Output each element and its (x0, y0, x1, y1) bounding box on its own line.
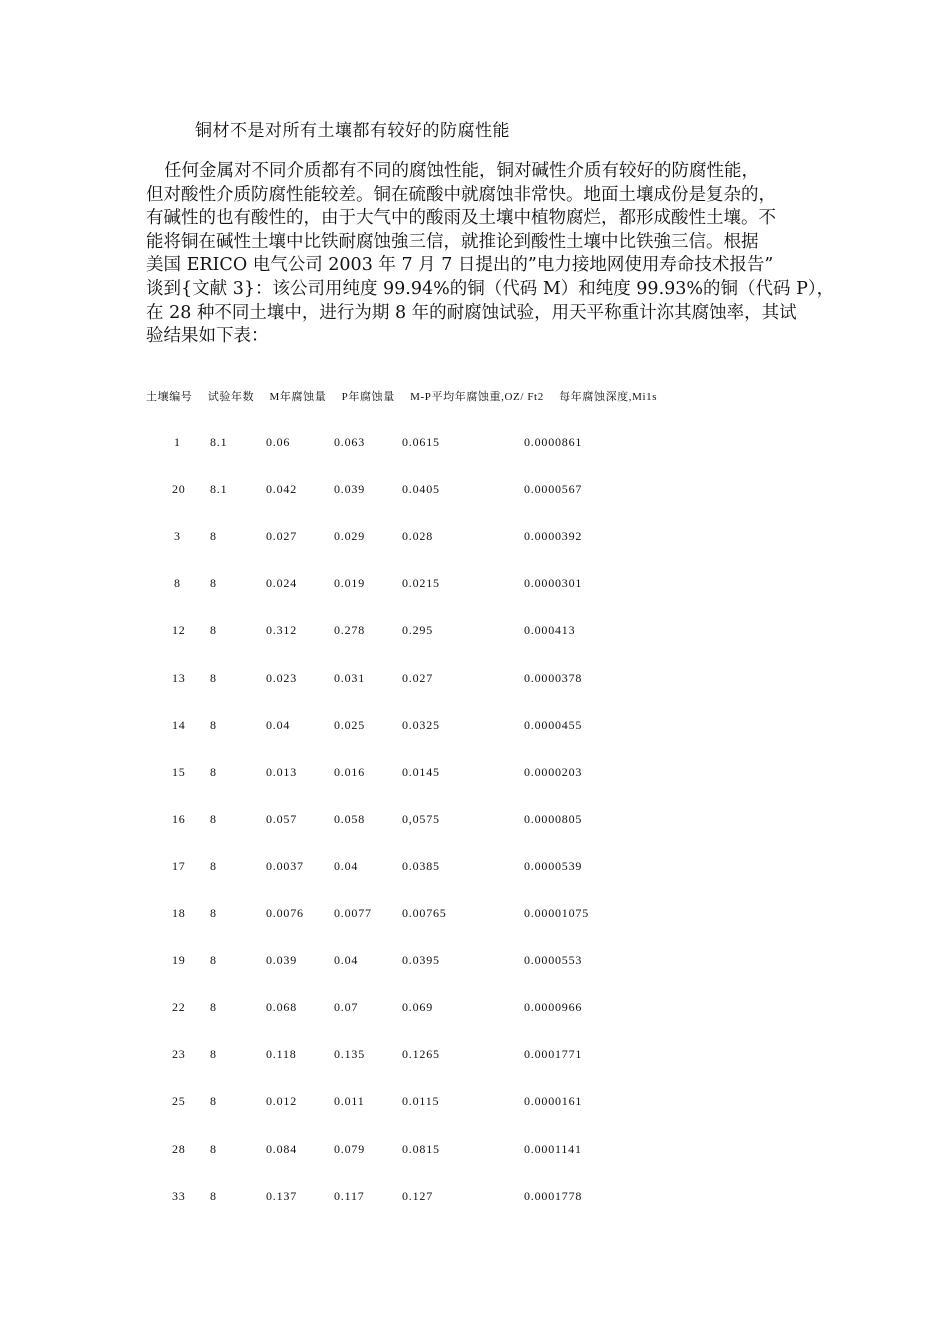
mp-average-cell: 0.00765 (402, 906, 447, 920)
m-corrosion-cell: 0.312 (266, 623, 297, 638)
p-corrosion-cell: 0.016 (334, 764, 365, 779)
soil-id-cell: 22 (172, 1000, 186, 1015)
header-annual-depth: 每年腐蚀深度,Mi1s (559, 391, 658, 403)
soil-id-cell: 12 (172, 623, 186, 638)
mp-average-cell: 0.069 (402, 1000, 433, 1015)
mp-average-cell: 0.0215 (402, 576, 440, 591)
depth-cell: 0.0000301 (524, 576, 583, 591)
mp-average-cell: 0.0115 (402, 1094, 440, 1109)
soil-id-cell: 19 (172, 953, 186, 968)
years-cell: 8.1 (210, 435, 228, 449)
mp-average-cell: 0.0395 (402, 953, 440, 968)
m-corrosion-cell: 0.06 (266, 435, 291, 449)
m-corrosion-cell: 0.068 (266, 1000, 297, 1015)
m-corrosion-cell: 0.023 (266, 670, 297, 685)
soil-id-cell: 8 (174, 576, 181, 591)
header-m-corrosion: M年腐蚀量 (269, 391, 327, 403)
years-cell: 8 (210, 858, 217, 873)
depth-cell: 0.0000203 (524, 764, 583, 779)
soil-id-cell: 15 (172, 764, 186, 779)
soil-id-cell: 20 (172, 482, 186, 497)
years-cell: 8 (210, 670, 217, 685)
paragraph-line: 但对酸性介质防腐性能较差。铜在硫酸中就腐蚀非常快。地面土壤成份是复杂的， (146, 184, 776, 205)
years-cell: 8 (210, 811, 217, 826)
depth-cell: 0.0000161 (524, 1094, 583, 1109)
mp-average-cell: 0.028 (402, 529, 433, 544)
m-corrosion-cell: 0.027 (266, 529, 297, 544)
soil-id-cell: 3 (174, 529, 181, 544)
m-corrosion-cell: 0.0037 (266, 858, 304, 873)
p-corrosion-cell: 0.058 (334, 811, 365, 826)
p-corrosion-cell: 0.029 (334, 529, 365, 544)
m-corrosion-cell: 0.137 (266, 1188, 297, 1203)
document-title: 铜材不是对所有土壤都有较好的防腐性能 (195, 121, 510, 141)
depth-cell: 0.0000539 (524, 858, 583, 873)
p-corrosion-cell: 0.0077 (334, 906, 372, 920)
years-cell: 8 (210, 1188, 217, 1203)
soil-id-cell: 16 (172, 811, 186, 826)
mp-average-cell: 0.0405 (402, 482, 440, 497)
paragraph-line: 任何金属对不同介质都有不同的腐蚀性能，铜对碱性介质有较好的防腐性能， (164, 161, 759, 181)
p-corrosion-cell: 0.019 (334, 576, 365, 591)
years-cell: 8.1 (210, 482, 228, 497)
mp-average-cell: 0.0385 (402, 858, 440, 873)
m-corrosion-cell: 0.0076 (266, 906, 304, 920)
depth-cell: 0.0000553 (524, 953, 583, 968)
p-corrosion-cell: 0.117 (334, 1188, 365, 1203)
depth-cell: 0.0000378 (524, 670, 583, 685)
mp-average-cell: 0.0325 (402, 717, 440, 732)
depth-cell: 0.0000861 (524, 435, 583, 449)
header-mp-average: M-P平均年腐蚀重,OZ/ Ft2 (410, 391, 544, 403)
p-corrosion-cell: 0.135 (334, 1047, 365, 1062)
depth-cell: 0.000413 (524, 623, 576, 638)
mp-average-cell: 0.127 (402, 1188, 433, 1203)
p-corrosion-cell: 0.063 (334, 435, 365, 449)
depth-cell: 0.0000805 (524, 811, 583, 826)
soil-id-cell: 25 (172, 1094, 186, 1109)
p-corrosion-cell: 0.039 (334, 482, 365, 497)
years-cell: 8 (210, 906, 217, 920)
m-corrosion-cell: 0.04 (266, 717, 291, 732)
paragraph-line: 在 28 种不同土壤中，进行为期 8 年的耐腐蚀试验，用天平称重计沵其腐蚀率，其试 (146, 302, 797, 323)
p-corrosion-cell: 0.04 (334, 953, 359, 968)
paragraph-line: 美国 ERICO 电气公司 2003 年 7 月 7 日提出的”电力接地网使用寿命技术报告” (146, 255, 774, 276)
soil-id-cell: 18 (172, 906, 186, 920)
depth-cell: 0.0001778 (524, 1188, 583, 1203)
years-cell: 8 (210, 1047, 217, 1062)
years-cell: 8 (210, 623, 217, 638)
p-corrosion-cell: 0.04 (334, 858, 359, 873)
mp-average-cell: 0.027 (402, 670, 433, 685)
soil-id-cell: 28 (172, 1141, 186, 1156)
soil-id-cell: 13 (172, 670, 186, 685)
paragraph-line: 能将铜在碱性土壤中比铁耐腐蚀強三信，就推论到酸性土壤中比铁強三信。根据 (146, 231, 759, 252)
paragraph-line: 谈到{文献 3}：该公司用纯度 99.94%的铜（代码 M）和纯度 99.93%的铜（代码 P）， (146, 278, 835, 299)
soil-id-cell: 33 (172, 1188, 186, 1203)
header-p-corrosion: P年腐蚀量 (341, 391, 395, 403)
depth-cell: 0.0000567 (524, 482, 583, 497)
soil-id-cell: 1 (174, 435, 181, 449)
paragraph-line: 验结果如下表： (146, 326, 269, 347)
mp-average-cell: 0.0615 (402, 435, 440, 449)
table-header (146, 388, 669, 404)
m-corrosion-cell: 0.084 (266, 1141, 297, 1156)
header-soil-id: 土壤编号 (146, 391, 193, 403)
p-corrosion-cell: 0.278 (334, 623, 365, 638)
m-corrosion-cell: 0.024 (266, 576, 297, 591)
depth-cell: 0.0000455 (524, 717, 583, 732)
soil-id-cell: 17 (172, 858, 186, 873)
mp-average-cell: 0.0815 (402, 1141, 440, 1156)
years-cell: 8 (210, 953, 217, 968)
depth-cell: 0.0001771 (524, 1047, 583, 1062)
depth-cell: 0.0000392 (524, 529, 583, 544)
p-corrosion-cell: 0.079 (334, 1141, 365, 1156)
mp-average-cell: 0,0575 (402, 811, 440, 826)
years-cell: 8 (210, 764, 217, 779)
years-cell: 8 (210, 1000, 217, 1015)
years-cell: 8 (210, 717, 217, 732)
body-paragraph (146, 160, 835, 349)
mp-average-cell: 0.1265 (402, 1047, 440, 1062)
p-corrosion-cell: 0.011 (334, 1094, 365, 1109)
mp-average-cell: 0.0145 (402, 764, 440, 779)
m-corrosion-cell: 0.042 (266, 482, 297, 497)
p-corrosion-cell: 0.07 (334, 1000, 359, 1015)
depth-cell: 0.00001075 (524, 906, 589, 920)
mp-average-cell: 0.295 (402, 623, 433, 638)
years-cell: 8 (210, 1094, 217, 1109)
depth-cell: 0.0000966 (524, 1000, 583, 1015)
m-corrosion-cell: 0.039 (266, 953, 297, 968)
header-test-years: 试验年数 (207, 391, 255, 403)
soil-id-cell: 14 (172, 717, 186, 732)
years-cell: 8 (210, 576, 217, 591)
depth-cell: 0.0001141 (524, 1141, 582, 1156)
p-corrosion-cell: 0.031 (334, 670, 365, 685)
years-cell: 8 (210, 1141, 217, 1156)
m-corrosion-cell: 0.057 (266, 811, 297, 826)
m-corrosion-cell: 0.013 (266, 764, 297, 779)
m-corrosion-cell: 0.118 (266, 1047, 297, 1062)
soil-id-cell: 23 (172, 1047, 186, 1062)
paragraph-line: 有碱性的也有酸性的，由于大气中的酸雨及土壤中植物腐烂，都形成酸性土壤。不 (146, 208, 776, 229)
years-cell: 8 (210, 529, 217, 544)
p-corrosion-cell: 0.025 (334, 717, 365, 732)
m-corrosion-cell: 0.012 (266, 1094, 297, 1109)
